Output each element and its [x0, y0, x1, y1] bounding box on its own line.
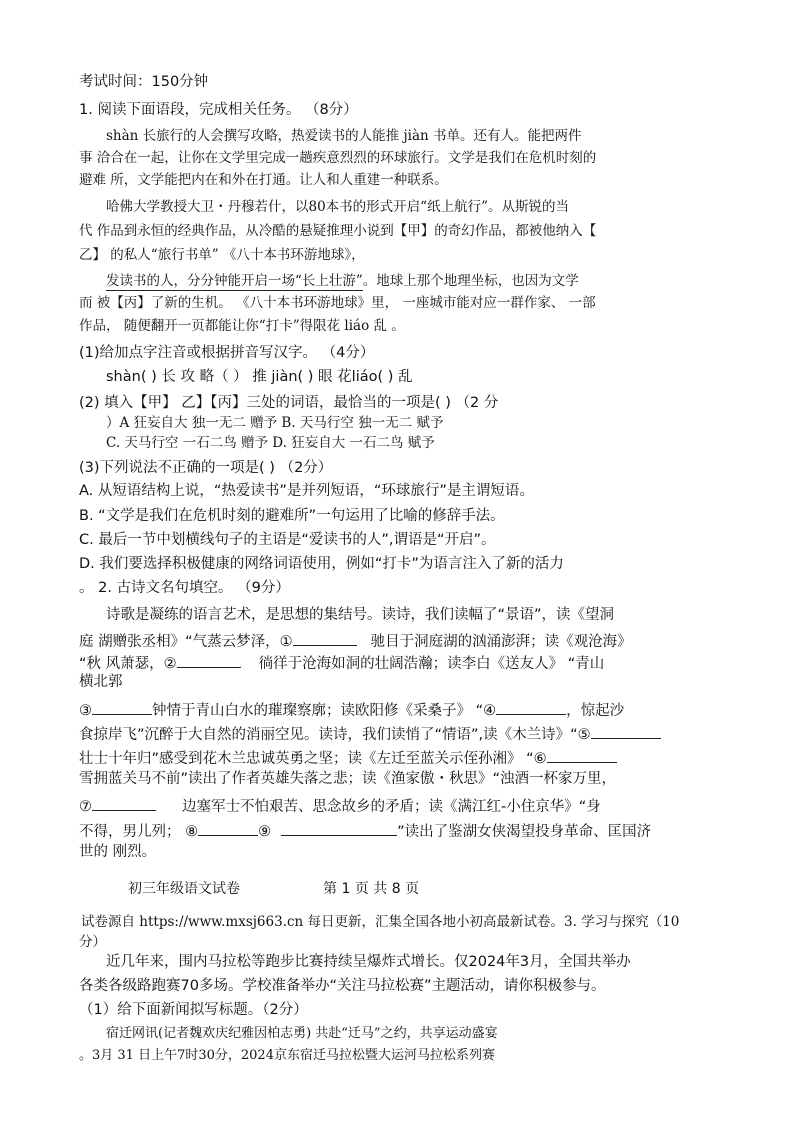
sub-question-3: (3)下列说法不正确的一项是( ) （2分） [79, 460, 333, 476]
exam-time: 考试时间：150分钟 [79, 74, 209, 90]
question-3-sub-1: （1）给下面新闻拟写标题。（2分） [79, 1002, 308, 1018]
blank-8[interactable] [198, 821, 258, 836]
poem-text: ③ [79, 703, 92, 719]
poem-line [79, 821, 651, 840]
poem-line [79, 748, 617, 767]
news-line: 。3月 31 日上午7时30分，2024京东宿迁马拉松暨大运河马拉松系列赛 [79, 1048, 495, 1063]
poem-line [79, 724, 661, 743]
passage-line: 代 作品到永恒的经典作品，从冷酷的悬疑推理小说到【甲】的奇幻作品，都被他纳入【 [79, 223, 597, 239]
poem-line: 诗歌是凝练的语言艺术，是思想的集结号。读诗，我们读幅了“景语”，读《望洞 [106, 607, 615, 623]
blank-1[interactable] [293, 631, 357, 646]
passage-line: shàn 长旅行的人会撰写攻略，热爱读书的人能推 jiàn 书单。还有人。能把两件 [106, 128, 582, 144]
poem-line [79, 631, 632, 650]
poem-line: 横北郭 [79, 674, 123, 690]
poem-text: ⑦ [79, 799, 92, 815]
blank-9[interactable] [281, 821, 397, 836]
options-row: C. 天马行空 一石二鸟 赠予 D. 狂妄自大 一石二鸟 赋予 [106, 435, 435, 451]
pinyin-blanks: shàn( ) 长 攻 略（ ） 推 jiàn( ) 眼 花liáo( ) 乱 [106, 369, 413, 385]
passage-line: 而 被【丙】了新的生机。 《八十本书环游地球》里， 一座城市能对应一群作家、 一部 [79, 295, 596, 311]
footer-page-number: 第 1 页 共 8 页 [323, 881, 420, 897]
blank-3[interactable] [92, 700, 152, 715]
option-b: B. “文学是我们在危机时刻的避难所”一句运用了比喻的修辞手法。 [79, 508, 505, 524]
poem-text: 食掠岸飞”沉醉于大自然的消丽空见。读诗，我们读悄了“情语”,读《木兰诗》“⑤ [79, 727, 591, 743]
blank-5[interactable] [591, 724, 661, 739]
news-line: 宿迁网讯(记者魏欢庆纪雅因柏志勇) 共赴“迁马”之约，共享运动盛宴 [106, 1026, 498, 1041]
poem-text: 庭 湖赠张丞相》“气蒸云梦泽，① [79, 634, 293, 650]
options-row: ）A 狂妄自大 独一无二 赠予 B. 天马行空 独一无二 赋予 [106, 415, 444, 431]
blank-4[interactable] [496, 700, 566, 715]
blank-6[interactable] [547, 748, 617, 763]
passage-text: 。地球上那个地理坐标，也因为文学 [362, 273, 579, 289]
footer-course: 初三年级语文试卷 [128, 881, 240, 897]
passage-line: 事 洽合在一起，让你在文学里完成一趟疾意烈烈的环球旅行。文学是我们在危机时刻的 [79, 150, 597, 166]
poem-text: 驰目于洞庭湖的汹涌澎湃；读《观沧海》 [370, 634, 632, 650]
passage-line: 哈佛大学教授大卫・丹穆若什，以80本书的形式开启“纸上航行”。从斯锐的当 [106, 199, 569, 215]
poem-line: 世的 刚烈。 [79, 844, 157, 860]
poem-line: 雪拥蓝关马不前”读出了作者英雄失落之悲；读《渔家傲・秋思》“浊酒一杯家万里， [79, 771, 617, 787]
poem-text: 钟情于青山白水的璀璨察廓；读欧阳修《采桑子》 “④ [152, 703, 497, 719]
blank-2[interactable] [177, 653, 241, 668]
poem-text: 壮士十年归”感受到花木兰忠诚英勇之坚；读《左迁至蓝关示侄孙湘》 “⑥ [79, 751, 547, 767]
poem-text: ，惊起沙 [566, 703, 625, 719]
option-c: C. 最后一节中划横线句子的主语是“爱读书的人”,谓语是“开启”。 [79, 532, 496, 548]
poem-line [79, 796, 601, 815]
poem-text: ⑨ [258, 824, 272, 840]
passage-line: 避难 所，文学能把内在和外在打通。让人和人重建一种联系。 [79, 172, 448, 188]
question-3-text: 各类各级路跑赛70多场。学校准备举办“关注马拉松赛”主题活动，请你积极参与。 [79, 978, 606, 994]
sub-question-2: (2) 填入【甲】 乙】【丙】三处的词语，最恰当的一项是( ) （2 分 [79, 395, 499, 411]
option-d: D. 我们要选择积极健康的网络词语使用，例如“打卡”为语言注入了新的活力 [79, 556, 564, 572]
poem-text: ”读出了鉴湖女侠渴望投身革命、匡国济 [397, 824, 652, 840]
question-1-title: 1. 阅读下面语段，完成相关任务。 （8分） [79, 102, 358, 118]
source-line: 试卷源自 https://www.mxsj663.cn 每日更新，汇集全国各地小初高最新试卷。3. 学习与探究（10 [81, 914, 680, 930]
underlined-sentence: 发读书的人，分分钟能开启一场“长上壮游” [106, 273, 363, 289]
question-3-text: 近几年来，围内马拉松等跑步比赛持续呈爆炸式增长。仅2024年3月，全国共举办 [106, 954, 631, 970]
sub-question-1: (1)给加点字注音或根据拼音写汉字。 （4分） [79, 345, 375, 361]
question-2-title: 。 2. 古诗文名句填空。 （9分） [79, 580, 290, 596]
poem-line [79, 700, 624, 719]
option-a: A. 从短语结构上说，“热爱读书”是并列短语，“环球旅行”是主谓短语。 [79, 483, 534, 499]
blank-7[interactable] [92, 796, 156, 811]
poem-text: “秋 风萧瑟，② [79, 656, 177, 672]
poem-text: 不得，男儿列； ⑧ [79, 824, 199, 840]
poem-text: 徜徉于沧海如洞的壮阔浩瀚；读李白《送友人》 “青山 [258, 656, 605, 672]
source-line: 分） [79, 934, 106, 950]
passage-line: 作品， 随便翻开一页都能让你“打卡”得限花 liáo 乱 。 [79, 318, 405, 334]
passage-line [106, 275, 579, 289]
poem-text: 边塞军士不怕艰苦、思念故乡的矛盾；读《满江红-小住京华》“身 [182, 799, 601, 815]
poem-line [79, 653, 604, 672]
passage-line: 乙】 的私人“旅行书单” 《八十本书环游地球》， [79, 247, 365, 263]
